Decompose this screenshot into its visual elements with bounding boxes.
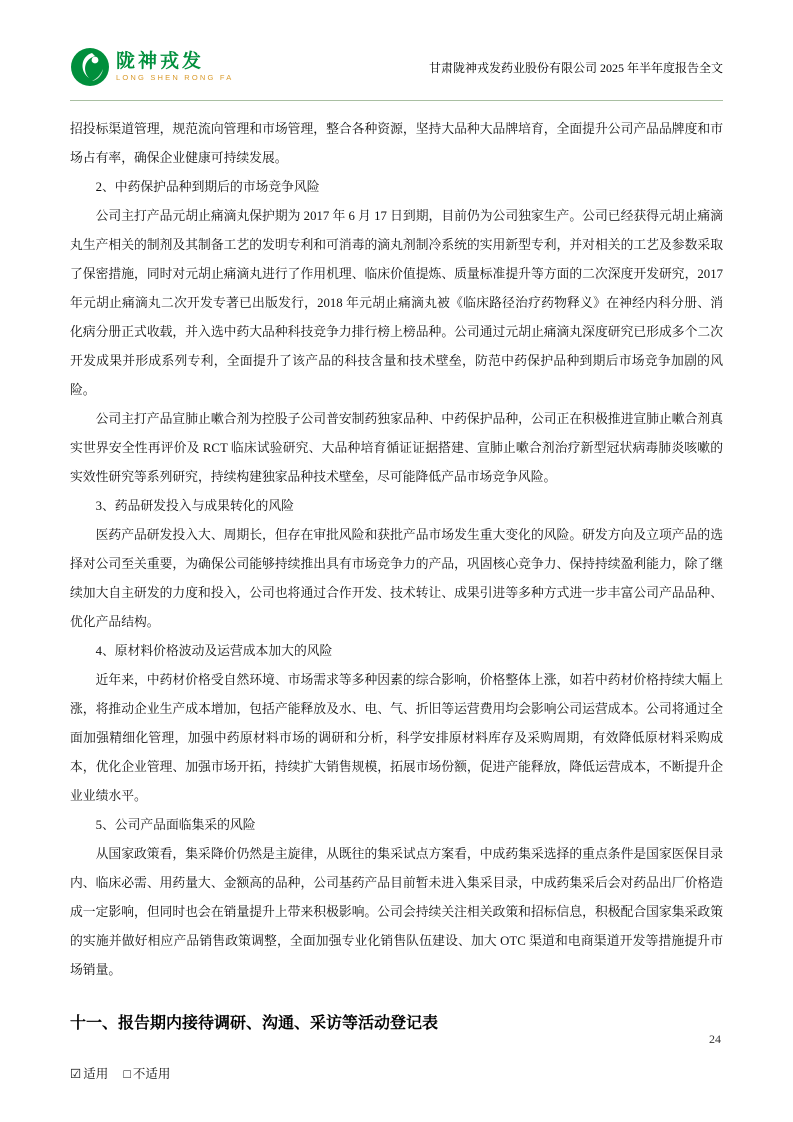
applicable-option [70,1067,108,1081]
paragraph: 近年来，中药材价格受自然环境、市场需求等多种因素的综合影响，价格整体上涨，如若中药材价格持续大幅上涨，将推动企业生产成本增加，包括产能释放及水、电、气、折旧等运营费用均会影响公司运营成本。公司将通过全面加强精细化管理，加强中药原材料市场的调研和分析，科学安排原材料库存及采购周期，有效降低原材料采购成本，优化企业管理、加强市场开拓，持续扩大销售规模，拓展市场份额，促进产能释放，降低运营成本，不断提升企业业绩水平。 [70,673,723,803]
risk-item-heading-2: 2、中药保护品种到期后的市场竞争风险 [95,180,320,194]
not-applicable-label: 不适用 [132,1067,171,1081]
risk-item-heading-5: 5、公司产品面临集采的风险 [95,818,256,832]
section-heading: 十一、报告期内接待调研、沟通、采访等活动登记表 [70,1015,439,1032]
page-number: 24 [709,1032,721,1046]
paragraph: 从国家政策看，集采降价仍然是主旋律，从既往的集采试点方案看，中成药集采选择的重点条件是国家医保目录内、临床必需、用药量大、金额高的品种，公司基药产品目前暂未进入集采目录，中成药集采后会对药品出厂价格造成一定影响，但同时也会在销量提升上带来积极影响。公司会持续关注相关政策和招标信息，积极配合国家集采政策的实施并做好相应产品销售政策调整，全面加强专业化销售队伍建设、加大 OTC 渠道和电商渠道开发等措施提升市场销量。 [70,847,723,977]
page-header [70,42,723,101]
risk-item-heading-4: 4、原材料价格波动及运营成本加大的风险 [95,644,333,658]
logo-company-name-en: LONG SHEN RONG FA [116,73,234,83]
applicability-line [70,1060,723,1089]
not-applicable-option [123,1067,170,1081]
risk-item-heading-3: 3、药品研发投入与成果转化的风险 [95,499,294,513]
paragraph: 公司主打产品元胡止痛滴丸保护期为 2017 年 6 月 17 日到期，目前仍为公司独家生产。公司已经获得元胡止痛滴丸生产相关的制剂及其制备工艺的发明专利和可消毒的滴丸剂制冷系统的实用新型专利，并对相关的工艺及参数采取了保密措施，同时对元胡止痛滴丸进行了作用机理、临床价值提炼、质量标准提升等方面的二次深度开发研究，2017 年元胡止痛滴丸二次开发专著已出版发行，2018 年元胡止痛滴丸被《临床路径治疗药物释义》在神经内科分册、消化病分册正式收载，并入选中药大品种科技竞争力排行榜上榜品种。公司通过元胡止痛滴丸深度研究已形成多个二次开发成果并形成系列专利，全面提升了该产品的科技含量和技术壁垒，防范中药保护品种到期后市场竞争加剧的风险。 [70,209,723,397]
report-body [70,101,723,1089]
paragraph: 医药产品研发投入大、周期长，但存在审批风险和获批产品市场发生重大变化的风险。研发方向及立项产品的选择对公司至关重要，为确保公司能够持续推出具有市场竞争力的产品，巩固核心竞争力、保持持续盈利能力，除了继续加大自主研发的力度和投入，公司也将通过合作开发、技术转让、成果引进等多种方式进一步丰富公司产品品种、优化产品结构。 [70,528,723,629]
company-logo [70,47,233,87]
paragraph-continuation: 招投标渠道管理，规范流向管理和市场管理，整合各种资源，坚持大品种大品牌培育，全面提升公司产品品牌度和市场占有率，确保企业健康可持续发展。 [70,122,723,165]
applicable-label: 适用 [83,1067,109,1081]
logo-emblem-icon [70,47,110,87]
paragraph: 公司主打产品宣肺止嗽合剂为控股子公司普安制药独家品种、中药保护品种，公司正在积极推进宣肺止嗽合剂真实世界安全性再评价及 RCT 临床试验研究、大品种培育循证证据搭建、宣肺止嗽合剂治疗新型冠状病毒肺炎咳嗽的实效性研究等系列研究，持续构建独家品种技术壁垒，尽可能降低产品市场竞争风险。 [70,412,723,484]
report-header-title: 甘肃陇神戎发药业股份有限公司 2025 年半年度报告全文 [428,60,723,75]
logo-company-name: 陇神戎发 [116,51,205,73]
checked-checkbox-icon: ☑ [70,1067,82,1081]
unchecked-checkbox-icon: □ [123,1067,131,1081]
